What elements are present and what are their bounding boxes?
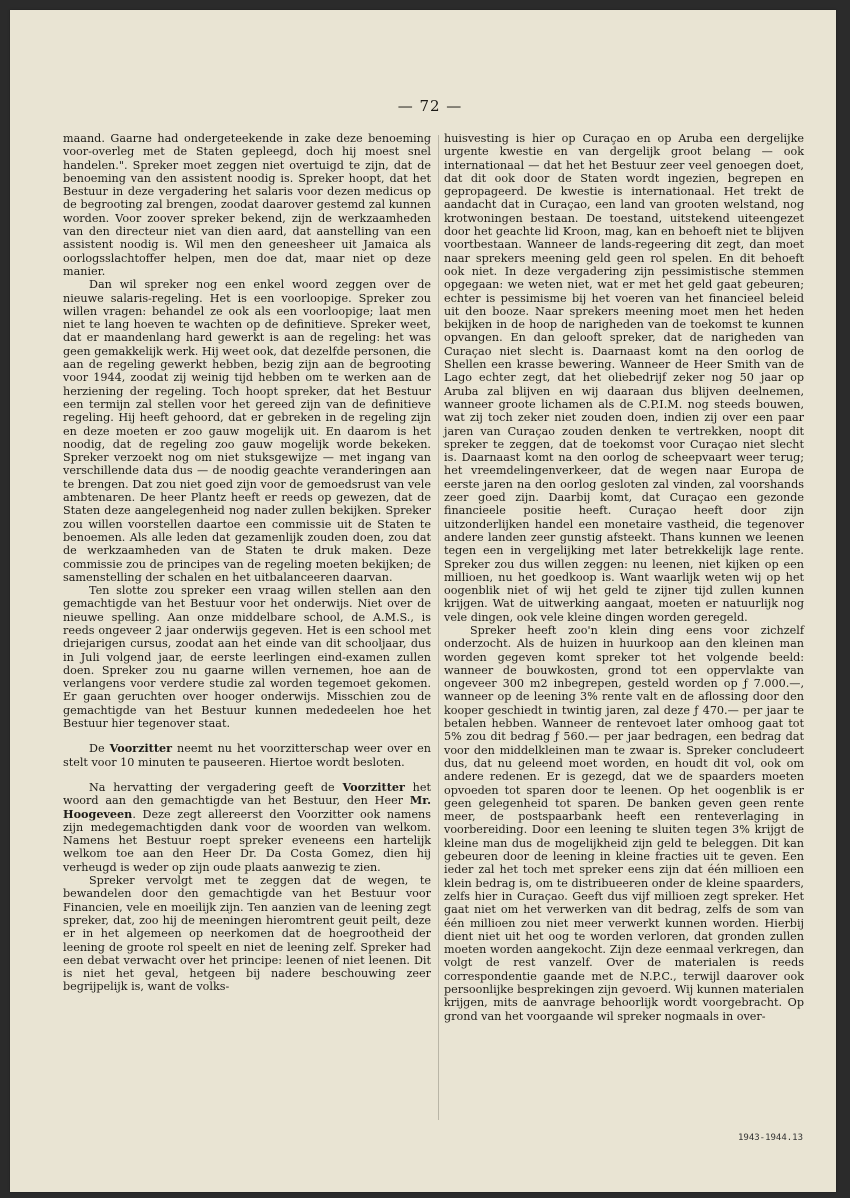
paragraph: huisvesting is hier op Curaçao en op Aruba een dergelijke urgente kwestie en van dergelijk groot belang — ook internationaal — dat het het Bestuur zeer veel genoegen doet, dat dit ook door de Staten wordt ingezien, begrepen en gepropageerd. De kwestie is internationaal. Het trekt de aandacht dat in Curaçao, een land van grooten welstand, nog krotwoningen bestaan. De toestand, uitstekend uiteengezet door het geachte lid Kroon, mag, kan en behoeft niet te blijven voortbestaan. Wanneer de lands-regeering dit zegt, dan moet naar sprekers meening geld geen rol spelen. En dit behoeft ook niet. In deze vergadering zijn pessimistische stemmen opgegaan: we weten niet, wat er met het geld gaat gebeuren; echter is pessimisme bij het voeren van het financieel beleid uit den booze. Naar sprekers meening moet men het heden bekijken in de hoop de narigheden van de toekomst te kunnen opvangen. En dan gelooft spreker, dat de narigheden van Curaçao niet slecht is. Daarnaast komt na den oorlog de Shellen een krasse bewering. Wanneer de Heer Smith van de Lago echter zegt, dat het oliebedrijf zeker nog 50 jaar op Aruba zal blijven en wij daaraan dus blijven deelnemen, wanneer groote lichamen als de C.P.I.M. nog steeds bouwen, wat zij toch zeker niet zouden doen, indien zij over een paar jaren van Curaçao zouden denken te vertrekken, noopt dit spreker te zeggen, dat de toekomst voor Curaçao niet slecht is. Daarnaast komt na den oorlog de scheepvaart weer terug; het vreemdelingenverkeer, dat de wegen naar Europa de eerste jaren na den oorlog gesloten zal vinden, zal voorshands zeer goed zijn. Daarbij komt, dat Curaçao een gezonde financieele positie heeft. Curaçao heeft door zijn uitzonderlijken handel een monetaire vastheid, die tegenover andere landen zeer gunstig afsteekt. Thans kunnen we leenen tegen een in vergelijking met later betrekkelijk lage rente. Spreker zou dus willen zeggen: nu leenen, niet kijken op een millioen, nu het goedkoop is. Want waarlijk weten wij op het oogenblik niet of wij het geld te zijner tijd zullen kunnen krijgen. Wat de uitwerking aangaat, moeten er natuurlijk nog vele dingen, ook vele kleine dingen worden geregeld.	[444, 132, 804, 624]
paragraph: Spreker heeft zoo'n klein ding eens voor zichzelf onderzocht. Als de huizen in huurkoop aan den kleinen man worden gegeven komt spreker tot het volgende beeld: wanneer de bouwkosten, grond tot een oppervlakte van ongeveer 300 m2 inbegrepen, gesteld worden op ƒ 7.000.—, wanneer op de leening 3% rente valt en de aflossing door den kooper geschiedt in twintig jaren, zal deze ƒ 470.— per jaar te betalen hebben. Wanneer de rentevoet later omhoog gaat tot 5% zou dit bedrag ƒ 560.— per jaar bedragen, een bedrag dat voor den middelkleinen man te zwaar is. Spreker concludeert dus, dat nu geleend moet worden, en houdt dit vol, ook om andere redenen. Er is gezegd, dat we de spaarders moeten opvoeden tot sparen door te leenen. Op het oogenblik is er geen gelegenheid tot sparen. De banken geven geen rente meer, de postspaarbank heeft een renteverlaging in voorbereiding. Door een leening te sluiten tegen 3% krijgt de kleine man dus de mogelijkheid zijn geld te beleggen. Dit kan gebeuren door de leening in kleine fracties uit te geven. Een ieder zal het toch met spreker eens zijn dat één millioen een klein bedrag is, om te distribueeren onder de kleine spaarders, zelfs hier in Curaçao. Geeft dus vijf millioen zegt spreker. Het gaat niet om het verwerken van dit bedrag, zelfs de som van één millioen zou niet meer verwerkt kunnen worden. Hierbij dient niet uit het oog te worden verloren, dat gronden zullen moeten worden aangekocht. Zijn deze eenmaal verkregen, dan volgt de rest vanzelf. Over de materialen is reeds correspondentie gaande met de N.P.C., terwijl daarover ook persoonlijke besprekingen zijn gevoerd. Wij kunnen materialen krijgen, mits de aanvrage behoorlijk wordt voorgebracht. Op grond van het voorgaande wil spreker nogmaals in over-	[444, 623, 804, 1023]
catalog-mark: 1943-1944.13	[738, 1133, 804, 1143]
text: . Deze zegt allereerst den Voorzitter ook namens zijn medegemachtigden dank voor de woorden van welkom. Namens het Bestuur roept spreker eveneens een hartelijk welkom toe aan den Heer Dr. Da Costa Gomez, dien hij verheugd is weder op zijn oude plaats aanwezig te zien.	[63, 807, 431, 874]
text: het woord aan den gemachtigde van het Bestuur, den Heer	[63, 780, 431, 808]
speaker-name: Mr. Hoogeveen	[63, 793, 431, 821]
paragraph	[63, 742, 431, 769]
paragraph: Dan wil spreker nog een enkel woord zeggen over de nieuwe salaris-regeling. Het is een voorloopige. Spreker zou willen vragen: behandel ze ook als een voorloopige; laat men niet te lang hoeven te wachten op de definitieve. Spreker weet, dat er maandenlang hard gewerkt is aan de regeling: het was geen gemakkelijk werk. Hij weet ook, dat dezelfde personen, die aan de regeling gewerkt hebben, bezig zijn aan de begrooting voor 1944, zoodat zij weinig tijd hebben om te werken aan de herziening der regeling. Toch hoopt spreker, dat het Bestuur een termijn zal stellen voor het gereed zijn van de definitieve regeling. Hij heeft gehoord, dat er gebreken in de regeling zijn en deze moeten er zoo gauw mogelijk uit. En daarom is het noodig, dat de regeling zoo gauw mogelijk worde bekeken. Spreker verzoekt nog om niet stuksgewijze — met ingang van verschillende data dus — de noodig geachte veranderingen aan te brengen. Dat zou niet goed zijn voor de gemoedsrust van vele ambtenaren. De heer Plantz heeft er reeds op gewezen, dat de Staten deze aangelegenheid nog nader zullen bekijken. Spreker zou willen voorstellen daartoe een commissie uit de Staten te benoemen. Als alle leden dat gezamenlijk zouden doen, zou dat de werkzaamheden van de Staten te druk maken. Deze commissie zou de principes van de regeling moeten bekijken; de samenstelling der schalen en het uitbalanceeren daarvan.	[63, 278, 431, 584]
paragraph	[63, 781, 431, 874]
text: neemt nu het voorzitterschap weer over en stelt voor 10 minuten te pauseeren. Hiertoe wordt besloten.	[63, 742, 431, 769]
column-divider	[438, 135, 439, 1120]
text: De	[89, 742, 110, 756]
speaker-name: Voorzitter	[342, 779, 405, 794]
right-column	[444, 132, 804, 1023]
page-number: — 72 —	[397, 97, 463, 115]
left-column	[63, 132, 431, 994]
document-page	[10, 10, 836, 1192]
speaker-name: Voorzitter	[109, 741, 173, 756]
text: Na hervatting der vergadering geeft de	[89, 780, 343, 794]
paragraph: maand. Gaarne had ondergeteekende in zake deze benoeming voor-overleg met de Staten gepleegd, doch hij moest snel handelen.". Spreker moet zeggen niet overtuigd te zijn, dat de benoeming van den assistent noodig is. Spreker hoopt, dat het Bestuur in deze vergadering het salaris voor dezen medicus op de begrooting zal brengen, zoodat daarover gestemd zal kunnen worden. Voor zoover spreker bekend, zijn de werkzaamheden van den directeur niet van dien aard, dat aanstelling van een assistent noodig is. Wil men den geneesheer uit Jamaica als oorlogsslachtoffer helpen, men doe dat, maar niet op deze manier.	[63, 132, 431, 278]
paragraph: Spreker vervolgt met te zeggen dat de wegen, te bewandelen door den gemachtigde van het Bestuur voor Financien, vele en moeilijk zijn. Ten aanzien van de leening zegt spreker, dat, zoo hij de meeningen hieromtrent geuit peilt, deze er in het algemeen op neerkomen dat de hoegrootheid der leening de groote rol speelt en niet de leening zelf. Spreker had een debat verwacht over het principe: leenen of niet leenen. Dit is niet het geval, hetgeen bij nadere beschouwing zeer begrijpelijk is, want de volks-	[63, 874, 431, 994]
paragraph: Ten slotte zou spreker een vraag willen stellen aan den gemachtigde van het Bestuur voor het onderwijs. Niet over de nieuwe spelling. Aan onze middelbare school, de A.M.S., is reeds ongeveer 2 jaar onderwijs gegeven. Het is een school met driejarigen cursus, zoodat aan het einde van dit schooljaar, dus in Juli volgend jaar, de eerste leerlingen eind-examen zullen doen. Spreker zou nu gaarne willen vernemen, hoe aan de verlangens voor verdere studie zal worden tegemoet gekomen. Er gaan geruchten over hooger onderwijs. Misschien zou de gemachtigde van het Bestuur kunnen mededeelen hoe het Bestuur hier tegenover staat.	[63, 584, 431, 731]
